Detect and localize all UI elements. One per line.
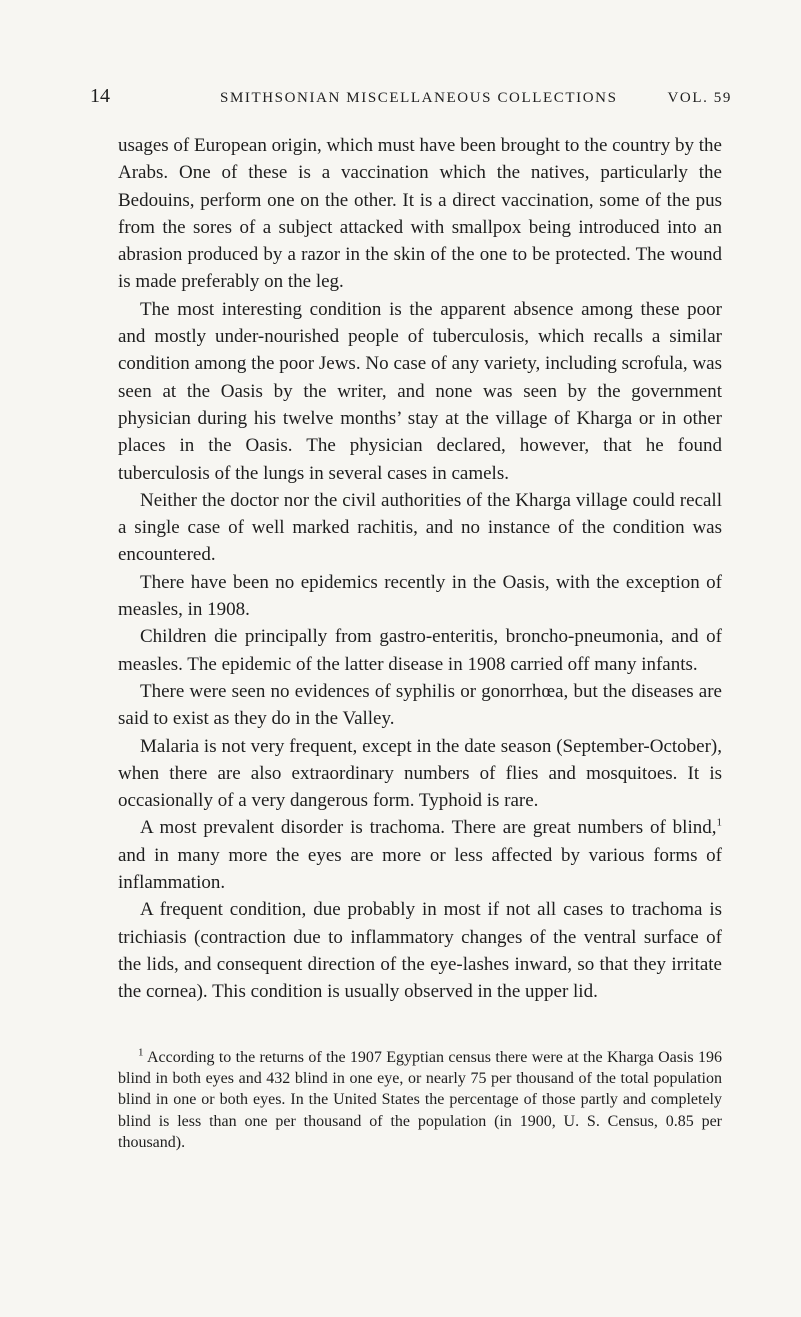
- paragraph: The most interesting condition is the apparent absence among these poor and mostly under-nourished people of tuberculosis, which recalls a similar condition among the poor Jews. No case of any variety, including scrofula, was seen at the Oasis by the writer, and none was seen by the government physician during his twelve months’ stay at the village of Kharga or in other places in the Oasis. The physician declared, however, that he found tuberculosis of the lungs in several cases in camels.: [118, 298, 722, 484]
- volume-number: VOL. 59: [667, 90, 732, 106]
- footnote-marker: 1: [138, 1046, 144, 1059]
- paragraph-text: A most prevalent disorder is trachoma. There are great numbers of blind,: [140, 817, 717, 839]
- series-title: SMITHSONIAN MISCELLANEOUS COLLECTIONS: [220, 90, 618, 106]
- footnote-text: According to the returns of the 1907 Egyptian census there were at the Kharga Oasis 196 blind in both eyes and 432 blind in one eye, or nearly 75 per thousand of the total population blind in one or both eyes. In the United States the percentage of those partly and completely blind is less than one per thousand of the population (in 1900, U. S. Census, 0.85 per thousand).: [118, 1049, 722, 1151]
- paragraph: There were seen no evidences of syphilis or gonorrhœa, but the diseases are said to exist as they do in the Valley.: [118, 680, 722, 730]
- paragraph: A frequent condition, due probably in most if not all cases to trachoma is trichiasis (contraction due to inflammatory changes of the ventral surface of the lids, and consequent direction of the eye-lashes inward, so that they irritate the cornea). This condition is usually observed in the upper lid.: [118, 899, 722, 1003]
- footnote: [118, 1047, 722, 1153]
- paragraph: Neither the doctor nor the civil authorities of the Kharga village could recall a single case of well marked rachitis, and no instance of the condition was encountered.: [118, 489, 722, 566]
- page-number: 14: [90, 85, 110, 107]
- footnote-reference: 1: [716, 817, 722, 830]
- paragraph-trachoma: [118, 814, 722, 896]
- body-text: [118, 132, 722, 1006]
- paragraph: Children die principally from gastro-enteritis, broncho-pneumonia, and of measles. The epidemic of the latter disease in 1908 carried off many infants.: [118, 626, 722, 675]
- paragraph: There have been no epidemics recently in the Oasis, with the exception of measles, in 1908.: [118, 571, 722, 621]
- paragraph: usages of European origin, which must have been brought to the country by the Arabs. One of these is a vaccination which the natives, particularly the Bedouins, perform one on the other. It is a direct vaccination, some of the pus from the sores of a subject attacked with smallpox being introduced into an abrasion produced by a razor in the skin of the one to be protected. The wound is made preferably on the leg.: [118, 135, 722, 293]
- paragraph-text: and in many more the eyes are more or less affected by various forms of inflammation.: [118, 844, 722, 894]
- paragraph: Malaria is not very frequent, except in the date season (September-October), when there are also extraordinary numbers of flies and mosquitoes. It is occasionally of a very dangerous form. Typhoid is rare.: [118, 735, 722, 812]
